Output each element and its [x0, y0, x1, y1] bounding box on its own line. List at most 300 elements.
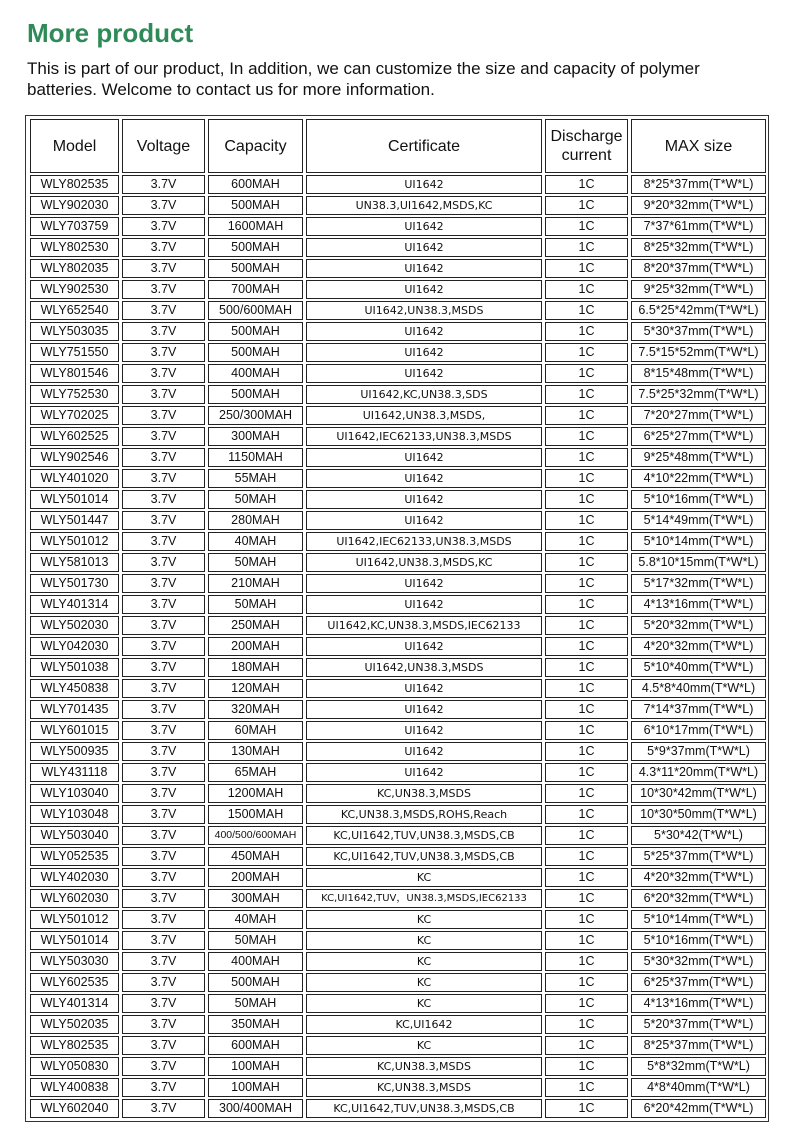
capacity-cell: 130MAH [208, 742, 303, 761]
model-cell: WLY801546 [30, 364, 119, 383]
voltage-cell: 3.7V [122, 910, 205, 929]
certificate-cell: UI1642,UN38.3,MSDS,KC [306, 553, 542, 572]
voltage-cell: 3.7V [122, 889, 205, 908]
capacity-cell: 300MAH [208, 889, 303, 908]
max-size-cell: 8*25*37mm(T*W*L) [631, 175, 766, 194]
model-cell: WLY602040 [30, 1099, 119, 1118]
voltage-cell: 3.7V [122, 490, 205, 509]
model-cell: WLY501447 [30, 511, 119, 530]
discharge-cell: 1C [545, 994, 628, 1013]
capacity-cell: 300MAH [208, 427, 303, 446]
capacity-cell: 50MAH [208, 595, 303, 614]
table-row [30, 1078, 766, 1097]
table-row [30, 910, 766, 929]
model-cell: WLY501014 [30, 931, 119, 950]
capacity-cell: 400MAH [208, 364, 303, 383]
max-size-cell: 4*20*32mm(T*W*L) [631, 868, 766, 887]
discharge-cell: 1C [545, 595, 628, 614]
discharge-cell: 1C [545, 1078, 628, 1097]
discharge-cell: 1C [545, 931, 628, 950]
discharge-cell: 1C [545, 1099, 628, 1118]
capacity-cell: 500MAH [208, 259, 303, 278]
discharge-cell: 1C [545, 868, 628, 887]
model-cell: WLY401314 [30, 595, 119, 614]
table-row [30, 196, 766, 215]
certificate-cell: UI1642,KC,UN38.3,MSDS,IEC62133 [306, 616, 542, 635]
discharge-cell: 1C [545, 532, 628, 551]
certificate-cell: KC [306, 868, 542, 887]
voltage-cell: 3.7V [122, 763, 205, 782]
table-row [30, 1057, 766, 1076]
max-size-cell: 4.5*8*40mm(T*W*L) [631, 679, 766, 698]
capacity-cell: 200MAH [208, 868, 303, 887]
max-size-cell: 9*25*32mm(T*W*L) [631, 280, 766, 299]
discharge-cell: 1C [545, 1015, 628, 1034]
product-table [27, 117, 769, 1120]
max-size-cell: 4*10*22mm(T*W*L) [631, 469, 766, 488]
table-row [30, 952, 766, 971]
model-cell: WLY103048 [30, 805, 119, 824]
model-cell: WLY581013 [30, 553, 119, 572]
discharge-cell: 1C [545, 805, 628, 824]
voltage-cell: 3.7V [122, 511, 205, 530]
discharge-cell: 1C [545, 616, 628, 635]
table-body [30, 175, 766, 1118]
capacity-cell: 400MAH [208, 952, 303, 971]
max-size-cell: 5*10*16mm(T*W*L) [631, 490, 766, 509]
table-row [30, 301, 766, 320]
certificate-cell: UI1642,UN38.3,MSDS [306, 658, 542, 677]
max-size-cell: 5*25*37mm(T*W*L) [631, 847, 766, 866]
certificate-cell: KC [306, 952, 542, 971]
discharge-cell: 1C [545, 679, 628, 698]
max-size-cell: 5*30*37mm(T*W*L) [631, 322, 766, 341]
max-size-cell: 5*14*49mm(T*W*L) [631, 511, 766, 530]
max-size-cell: 8*25*37mm(T*W*L) [631, 1036, 766, 1055]
model-cell: WLY751550 [30, 343, 119, 362]
capacity-cell: 120MAH [208, 679, 303, 698]
capacity-cell: 300/400MAH [208, 1099, 303, 1118]
certificate-cell: UI1642 [306, 742, 542, 761]
voltage-cell: 3.7V [122, 679, 205, 698]
table-row [30, 742, 766, 761]
capacity-cell: 60MAH [208, 721, 303, 740]
certificate-cell: UI1642,KC,UN38.3,SDS [306, 385, 542, 404]
max-size-cell: 5*20*32mm(T*W*L) [631, 616, 766, 635]
certificate-cell: KC [306, 931, 542, 950]
max-size-cell: 10*30*50mm(T*W*L) [631, 805, 766, 824]
voltage-cell: 3.7V [122, 1099, 205, 1118]
capacity-cell: 250MAH [208, 616, 303, 635]
max-size-cell: 5*20*37mm(T*W*L) [631, 1015, 766, 1034]
model-cell: WLY602535 [30, 973, 119, 992]
discharge-cell: 1C [545, 301, 628, 320]
discharge-cell: 1C [545, 784, 628, 803]
model-cell: WLY500935 [30, 742, 119, 761]
capacity-cell: 500MAH [208, 322, 303, 341]
certificate-cell: KC,UI1642,TUV,UN38.3,MSDS,CB [306, 847, 542, 866]
table-row [30, 364, 766, 383]
model-cell: WLY400838 [30, 1078, 119, 1097]
capacity-cell: 100MAH [208, 1057, 303, 1076]
discharge-cell: 1C [545, 1036, 628, 1055]
max-size-cell: 10*30*42mm(T*W*L) [631, 784, 766, 803]
discharge-cell: 1C [545, 280, 628, 299]
max-size-cell: 5*10*16mm(T*W*L) [631, 931, 766, 950]
model-cell: WLY652540 [30, 301, 119, 320]
model-cell: WLY450838 [30, 679, 119, 698]
table-row [30, 238, 766, 257]
max-size-cell: 5*9*37mm(T*W*L) [631, 742, 766, 761]
certificate-cell: KC [306, 1036, 542, 1055]
max-size-cell: 7*14*37mm(T*W*L) [631, 700, 766, 719]
discharge-cell: 1C [545, 364, 628, 383]
table-row [30, 217, 766, 236]
capacity-cell: 600MAH [208, 175, 303, 194]
certificate-cell: UI1642 [306, 700, 542, 719]
discharge-cell: 1C [545, 742, 628, 761]
header-capacity: Capacity [208, 119, 303, 173]
voltage-cell: 3.7V [122, 427, 205, 446]
voltage-cell: 3.7V [122, 805, 205, 824]
table-row [30, 448, 766, 467]
voltage-cell: 3.7V [122, 658, 205, 677]
intro-text: This is part of our product, In addition, we can customize the size and capacity of polymer batteries. Welcome to contact us for more information. [27, 59, 700, 99]
table-row [30, 595, 766, 614]
table-row [30, 259, 766, 278]
certificate-cell: UI1642,IEC62133,UN38.3,MSDS [306, 427, 542, 446]
model-cell: WLY602030 [30, 889, 119, 908]
table-row [30, 280, 766, 299]
model-cell: WLY703759 [30, 217, 119, 236]
max-size-cell: 6.5*25*42mm(T*W*L) [631, 301, 766, 320]
capacity-cell: 50MAH [208, 490, 303, 509]
model-cell: WLY503035 [30, 322, 119, 341]
model-cell: WLY501012 [30, 910, 119, 929]
capacity-cell: 320MAH [208, 700, 303, 719]
model-cell: WLY701435 [30, 700, 119, 719]
certificate-cell: UI1642,UN38.3,MSDS, [306, 406, 542, 425]
discharge-cell: 1C [545, 763, 628, 782]
capacity-cell: 250/300MAH [208, 406, 303, 425]
page-title: More product [27, 18, 194, 48]
max-size-cell: 5*10*14mm(T*W*L) [631, 910, 766, 929]
voltage-cell: 3.7V [122, 931, 205, 950]
max-size-cell: 6*25*27mm(T*W*L) [631, 427, 766, 446]
model-cell: WLY431118 [30, 763, 119, 782]
max-size-cell: 5*10*14mm(T*W*L) [631, 532, 766, 551]
model-cell: WLY052535 [30, 847, 119, 866]
model-cell: WLY902530 [30, 280, 119, 299]
max-size-cell: 7.5*15*52mm(T*W*L) [631, 343, 766, 362]
max-size-cell: 6*25*37mm(T*W*L) [631, 973, 766, 992]
table-row [30, 805, 766, 824]
discharge-cell: 1C [545, 175, 628, 194]
certificate-cell: UI1642 [306, 469, 542, 488]
model-cell: WLY501038 [30, 658, 119, 677]
voltage-cell: 3.7V [122, 784, 205, 803]
discharge-cell: 1C [545, 637, 628, 656]
capacity-cell: 280MAH [208, 511, 303, 530]
capacity-cell: 1200MAH [208, 784, 303, 803]
model-cell: WLY503040 [30, 826, 119, 845]
table-row [30, 637, 766, 656]
model-cell: WLY502035 [30, 1015, 119, 1034]
discharge-cell: 1C [545, 826, 628, 845]
voltage-cell: 3.7V [122, 406, 205, 425]
certificate-cell: UI1642 [306, 511, 542, 530]
capacity-cell: 40MAH [208, 910, 303, 929]
voltage-cell: 3.7V [122, 364, 205, 383]
voltage-cell: 3.7V [122, 343, 205, 362]
voltage-cell: 3.7V [122, 721, 205, 740]
model-cell: WLY050830 [30, 1057, 119, 1076]
discharge-cell: 1C [545, 658, 628, 677]
header-certificate: Certificate [306, 119, 542, 173]
table-header-row [30, 119, 766, 173]
discharge-cell: 1C [545, 490, 628, 509]
discharge-cell: 1C [545, 385, 628, 404]
discharge-cell: 1C [545, 406, 628, 425]
table-row [30, 700, 766, 719]
certificate-cell: UN38.3,UI1642,MSDS,KC [306, 196, 542, 215]
model-cell: WLY752530 [30, 385, 119, 404]
voltage-cell: 3.7V [122, 700, 205, 719]
voltage-cell: 3.7V [122, 259, 205, 278]
table-row [30, 931, 766, 950]
voltage-cell: 3.7V [122, 322, 205, 341]
max-size-cell: 5.8*10*15mm(T*W*L) [631, 553, 766, 572]
header-model: Model [30, 119, 119, 173]
voltage-cell: 3.7V [122, 553, 205, 572]
max-size-cell: 6*20*42mm(T*W*L) [631, 1099, 766, 1118]
max-size-cell: 5*8*32mm(T*W*L) [631, 1057, 766, 1076]
table-row [30, 427, 766, 446]
max-size-cell: 6*10*17mm(T*W*L) [631, 721, 766, 740]
discharge-cell: 1C [545, 217, 628, 236]
capacity-cell: 40MAH [208, 532, 303, 551]
model-cell: WLY601015 [30, 721, 119, 740]
voltage-cell: 3.7V [122, 1015, 205, 1034]
table-row [30, 658, 766, 677]
certificate-cell: KC [306, 994, 542, 1013]
capacity-cell: 500MAH [208, 196, 303, 215]
certificate-cell: UI1642 [306, 280, 542, 299]
model-cell: WLY402030 [30, 868, 119, 887]
table-row [30, 574, 766, 593]
certificate-cell: KC,UI1642,TUV，UN38.3,MSDS,IEC62133 [306, 889, 542, 908]
model-cell: WLY802535 [30, 175, 119, 194]
model-cell: WLY042030 [30, 637, 119, 656]
discharge-cell: 1C [545, 973, 628, 992]
discharge-cell: 1C [545, 574, 628, 593]
certificate-cell: UI1642 [306, 238, 542, 257]
certificate-cell: UI1642 [306, 364, 542, 383]
capacity-cell: 600MAH [208, 1036, 303, 1055]
voltage-cell: 3.7V [122, 385, 205, 404]
table-row [30, 868, 766, 887]
certificate-cell: UI1642 [306, 448, 542, 467]
table-row [30, 406, 766, 425]
model-cell: WLY802035 [30, 259, 119, 278]
voltage-cell: 3.7V [122, 868, 205, 887]
discharge-cell: 1C [545, 448, 628, 467]
discharge-cell: 1C [545, 847, 628, 866]
voltage-cell: 3.7V [122, 826, 205, 845]
discharge-cell: 1C [545, 259, 628, 278]
table-row [30, 469, 766, 488]
table-row [30, 1099, 766, 1118]
voltage-cell: 3.7V [122, 469, 205, 488]
max-size-cell: 5*17*32mm(T*W*L) [631, 574, 766, 593]
voltage-cell: 3.7V [122, 994, 205, 1013]
voltage-cell: 3.7V [122, 217, 205, 236]
certificate-cell: UI1642 [306, 637, 542, 656]
capacity-cell: 200MAH [208, 637, 303, 656]
capacity-cell: 500MAH [208, 973, 303, 992]
capacity-cell: 400/500/600MAH [208, 826, 303, 845]
model-cell: WLY802535 [30, 1036, 119, 1055]
voltage-cell: 3.7V [122, 595, 205, 614]
discharge-cell: 1C [545, 889, 628, 908]
certificate-cell: UI1642,IEC62133,UN38.3,MSDS [306, 532, 542, 551]
capacity-cell: 1500MAH [208, 805, 303, 824]
table-row [30, 973, 766, 992]
certificate-cell: UI1642 [306, 574, 542, 593]
capacity-cell: 210MAH [208, 574, 303, 593]
product-table-frame [25, 115, 769, 1122]
voltage-cell: 3.7V [122, 1057, 205, 1076]
max-size-cell: 4.3*11*20mm(T*W*L) [631, 763, 766, 782]
table-row [30, 889, 766, 908]
capacity-cell: 500MAH [208, 385, 303, 404]
model-cell: WLY702025 [30, 406, 119, 425]
max-size-cell: 4*13*16mm(T*W*L) [631, 994, 766, 1013]
voltage-cell: 3.7V [122, 280, 205, 299]
table-row [30, 994, 766, 1013]
max-size-cell: 4*13*16mm(T*W*L) [631, 595, 766, 614]
voltage-cell: 3.7V [122, 847, 205, 866]
capacity-cell: 700MAH [208, 280, 303, 299]
certificate-cell: KC,UI1642,TUV,UN38.3,MSDS,CB [306, 1099, 542, 1118]
certificate-cell: UI1642 [306, 490, 542, 509]
max-size-cell: 8*15*48mm(T*W*L) [631, 364, 766, 383]
capacity-cell: 350MAH [208, 1015, 303, 1034]
discharge-cell: 1C [545, 322, 628, 341]
capacity-cell: 450MAH [208, 847, 303, 866]
discharge-cell: 1C [545, 343, 628, 362]
table-row [30, 343, 766, 362]
max-size-cell: 7*20*27mm(T*W*L) [631, 406, 766, 425]
certificate-cell: KC,UN38.3,MSDS [306, 1057, 542, 1076]
discharge-cell: 1C [545, 700, 628, 719]
certificate-cell: UI1642 [306, 595, 542, 614]
capacity-cell: 500/600MAH [208, 301, 303, 320]
discharge-cell: 1C [545, 721, 628, 740]
max-size-cell: 8*20*37mm(T*W*L) [631, 259, 766, 278]
table-row [30, 511, 766, 530]
voltage-cell: 3.7V [122, 301, 205, 320]
discharge-cell: 1C [545, 952, 628, 971]
voltage-cell: 3.7V [122, 448, 205, 467]
certificate-cell: UI1642,UN38.3,MSDS [306, 301, 542, 320]
model-cell: WLY501012 [30, 532, 119, 551]
max-size-cell: 6*20*32mm(T*W*L) [631, 889, 766, 908]
model-cell: WLY501014 [30, 490, 119, 509]
table-row [30, 553, 766, 572]
model-cell: WLY902546 [30, 448, 119, 467]
model-cell: WLY802530 [30, 238, 119, 257]
voltage-cell: 3.7V [122, 952, 205, 971]
capacity-cell: 55MAH [208, 469, 303, 488]
model-cell: WLY401314 [30, 994, 119, 1013]
max-size-cell: 4*8*40mm(T*W*L) [631, 1078, 766, 1097]
certificate-cell: UI1642 [306, 343, 542, 362]
certificate-cell: KC,UN38.3,MSDS [306, 1078, 542, 1097]
model-cell: WLY902030 [30, 196, 119, 215]
capacity-cell: 50MAH [208, 553, 303, 572]
voltage-cell: 3.7V [122, 196, 205, 215]
discharge-cell: 1C [545, 196, 628, 215]
discharge-cell: 1C [545, 238, 628, 257]
discharge-cell: 1C [545, 910, 628, 929]
table-row [30, 826, 766, 845]
voltage-cell: 3.7V [122, 532, 205, 551]
voltage-cell: 3.7V [122, 238, 205, 257]
header-discharge-current: Discharge current [545, 119, 628, 173]
table-row [30, 784, 766, 803]
table-row [30, 763, 766, 782]
capacity-cell: 180MAH [208, 658, 303, 677]
voltage-cell: 3.7V [122, 637, 205, 656]
certificate-cell: UI1642 [306, 259, 542, 278]
model-cell: WLY602525 [30, 427, 119, 446]
capacity-cell: 65MAH [208, 763, 303, 782]
certificate-cell: KC,UI1642 [306, 1015, 542, 1034]
max-size-cell: 7*37*61mm(T*W*L) [631, 217, 766, 236]
max-size-cell: 7.5*25*32mm(T*W*L) [631, 385, 766, 404]
model-cell: WLY501730 [30, 574, 119, 593]
table-row [30, 721, 766, 740]
max-size-cell: 5*30*42(T*W*L) [631, 826, 766, 845]
max-size-cell: 8*25*32mm(T*W*L) [631, 238, 766, 257]
capacity-cell: 100MAH [208, 1078, 303, 1097]
voltage-cell: 3.7V [122, 175, 205, 194]
model-cell: WLY503030 [30, 952, 119, 971]
table-row [30, 679, 766, 698]
max-size-cell: 4*20*32mm(T*W*L) [631, 637, 766, 656]
certificate-cell: UI1642 [306, 763, 542, 782]
capacity-cell: 1150MAH [208, 448, 303, 467]
model-cell: WLY401020 [30, 469, 119, 488]
table-row [30, 322, 766, 341]
certificate-cell: UI1642 [306, 175, 542, 194]
certificate-cell: KC,UI1642,TUV,UN38.3,MSDS,CB [306, 826, 542, 845]
table-row [30, 616, 766, 635]
voltage-cell: 3.7V [122, 574, 205, 593]
voltage-cell: 3.7V [122, 1078, 205, 1097]
max-size-cell: 9*20*32mm(T*W*L) [631, 196, 766, 215]
certificate-cell: UI1642 [306, 679, 542, 698]
header-max-size: MAX size [631, 119, 766, 173]
table-row [30, 385, 766, 404]
model-cell: WLY502030 [30, 616, 119, 635]
max-size-cell: 5*10*40mm(T*W*L) [631, 658, 766, 677]
certificate-cell: KC,UN38.3,MSDS,ROHS,Reach [306, 805, 542, 824]
header-voltage: Voltage [122, 119, 205, 173]
certificate-cell: UI1642 [306, 322, 542, 341]
certificate-cell: UI1642 [306, 721, 542, 740]
